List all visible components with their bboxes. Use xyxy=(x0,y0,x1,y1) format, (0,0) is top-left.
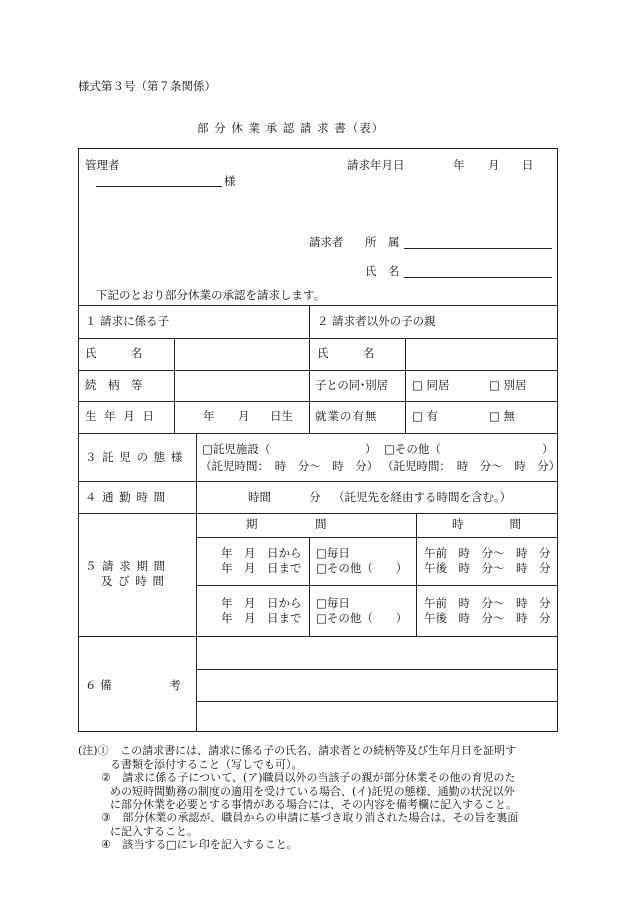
day-label: 日 xyxy=(522,158,534,172)
period-to: 年 月 日まで xyxy=(221,561,302,575)
affiliation-line[interactable] xyxy=(404,248,552,249)
divider xyxy=(78,636,558,637)
period-to: 年 月 日まで xyxy=(221,611,302,625)
cohab-separate-checkbox[interactable]: □ 別居 xyxy=(489,378,527,392)
childcare-time-other: （託児時間： 時 分～ 時 分） xyxy=(382,459,561,473)
form-number: 様式第３号（第７条関係） xyxy=(78,79,216,93)
parent-name-label: 氏 名 xyxy=(317,346,375,360)
section2-title: ２ 請求者以外の子の親 xyxy=(317,314,436,328)
employment-label: 就業の有無 xyxy=(315,409,378,423)
period-from: 年 月 日から xyxy=(221,596,302,610)
request-statement: 下記のとおり部分休業の承認を請求します。 xyxy=(96,288,326,302)
sama-suffix: 様 xyxy=(224,174,236,188)
dob-month: 月 xyxy=(238,409,250,423)
divider xyxy=(196,701,558,702)
requester-name-line[interactable] xyxy=(404,277,552,278)
dob-year: 年 xyxy=(203,409,215,423)
am-time: 午前 時 分～ 時 分 xyxy=(424,596,551,610)
divider xyxy=(78,305,558,306)
dob-label: 生 年 月 日 xyxy=(85,409,156,423)
childcare-other-checkbox[interactable]: □その他（ xyxy=(384,442,441,456)
requester-name-label: 氏 名 xyxy=(365,264,400,278)
affiliation-label: 所 属 xyxy=(365,235,400,249)
commute-minutes-label: 分 xyxy=(309,490,321,504)
month-label: 月 xyxy=(488,158,500,172)
divider xyxy=(196,433,197,732)
am-time: 午前 時 分～ 時 分 xyxy=(424,546,551,560)
divider xyxy=(78,370,558,371)
divider xyxy=(196,669,558,670)
note-2: ② 請求に係る子について、(ア)職員以外の当該子の親が部分休業その他の育児のた めの短時間勤務の制度の適用を受けている場合、(イ)託児の態様、通勤の状況以外 に部分休業を必要とする事情がある場合には、その内容を備考欄に記入すること。 xyxy=(101,771,517,811)
employment-no-checkbox[interactable]: □ 無 xyxy=(489,409,516,423)
period-header: 期 間 xyxy=(246,517,327,531)
cohab-same-checkbox[interactable]: □ 同居 xyxy=(412,378,450,392)
period-from: 年 月 日から xyxy=(221,546,302,560)
manager-label: 管理者 xyxy=(85,158,120,172)
daily-checkbox[interactable]: □毎日 xyxy=(316,596,350,610)
pm-time: 午後 時 分～ 時 分 xyxy=(424,561,551,575)
commute-note: （託児先を経由する時間を含む。） xyxy=(333,490,512,504)
requester-label: 請求者 xyxy=(309,235,344,249)
other-close-paren: ） xyxy=(542,442,554,456)
employment-yes-checkbox[interactable]: □ 有 xyxy=(412,409,439,423)
section1-title: １ 請求に係る子 xyxy=(85,314,170,328)
dob-day: 日生 xyxy=(270,409,293,423)
childcare-time-facility: （託児時間： 時 分～ 時 分） xyxy=(200,459,379,473)
divider xyxy=(78,481,558,482)
form-title: 部 分 休 業 承 認 請 求 書（表） xyxy=(197,121,385,135)
divider xyxy=(78,338,558,339)
daily-checkbox[interactable]: □毎日 xyxy=(316,546,350,560)
cohab-label: 子との同･別居 xyxy=(315,378,388,392)
facility-close-paren: ） xyxy=(365,442,377,456)
divider xyxy=(78,433,558,434)
commute-hours-label: 時間 xyxy=(248,490,271,504)
remarks-label: ６ 備 考 xyxy=(85,678,181,692)
other-checkbox[interactable]: □その他（ ） xyxy=(316,561,408,575)
divider xyxy=(78,513,558,514)
other-checkbox[interactable]: □その他（ ） xyxy=(316,611,408,625)
child-name-label: 氏 名 xyxy=(85,346,143,360)
pm-time: 午後 時 分～ 時 分 xyxy=(424,611,551,625)
manager-name-line[interactable] xyxy=(96,186,222,187)
request-date-label: 請求年月日 xyxy=(347,158,405,172)
section5-label-line1: ５ 請 求 期 間 xyxy=(85,559,167,573)
note-prefix: (注)① xyxy=(78,744,109,757)
year-label: 年 xyxy=(453,158,465,172)
divider xyxy=(416,513,417,636)
section5-label-line2: 及 び 時 間 xyxy=(101,574,165,588)
relation-label: 続 柄 等 xyxy=(85,378,143,392)
divider xyxy=(196,585,558,586)
divider xyxy=(309,537,310,636)
time-header: 時 間 xyxy=(452,517,521,531)
note-4: ④ 該当する□にレ印を記入すること。 xyxy=(101,838,298,851)
divider xyxy=(309,305,310,433)
note-3: ③ 部分休業の承認が、職員からの申請に基づき取り消された場合は、その旨を裏面 に記入すること。 xyxy=(101,811,519,838)
childcare-facility-checkbox[interactable]: □託児施設（ xyxy=(202,442,271,456)
divider xyxy=(196,537,558,538)
section3-label: ３ 託 児 の 態 様 xyxy=(85,450,184,464)
divider xyxy=(405,338,406,433)
divider xyxy=(174,338,175,433)
section4-label: ４ 通 勤 時 間 xyxy=(85,490,167,504)
note-1: (注)① この請求書には、請求に係る子の氏名、請求者との続柄等及び生年月日を証明す る書類を添付すること（写しでも可）。 xyxy=(78,744,517,771)
divider xyxy=(78,401,558,402)
